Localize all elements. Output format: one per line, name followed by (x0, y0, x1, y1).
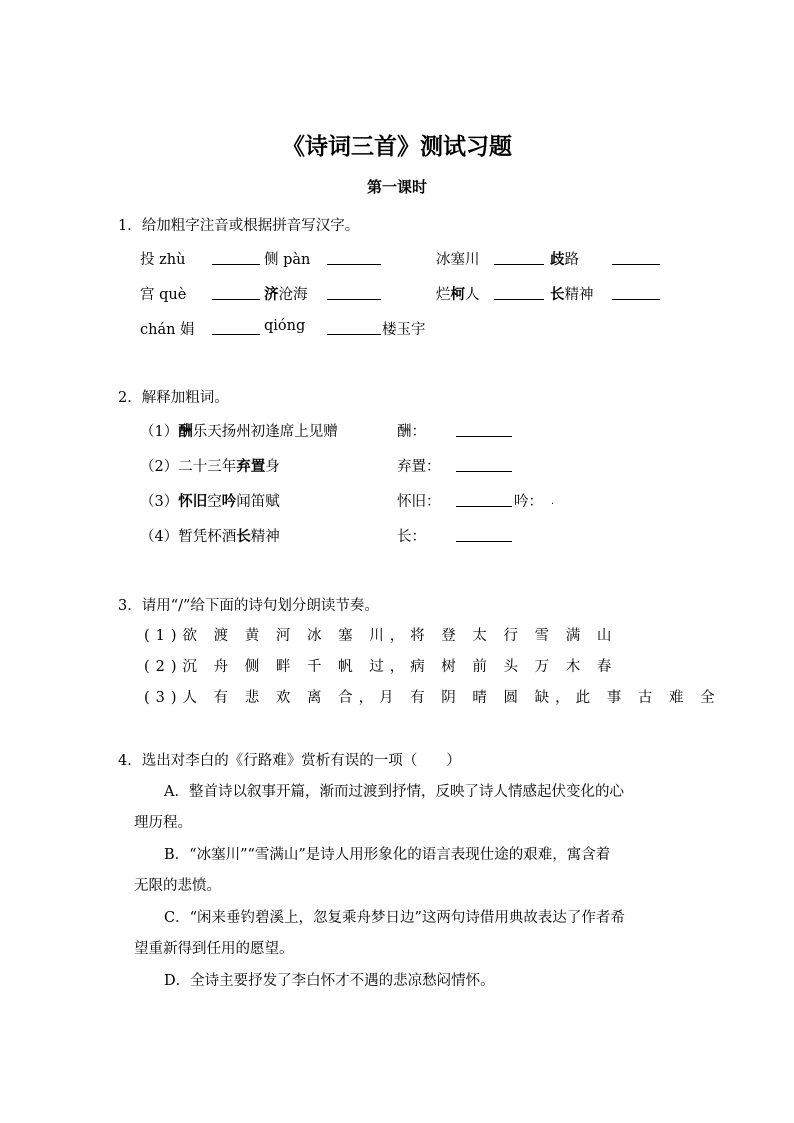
q1-item-zhu: 投 zhù (140, 252, 186, 268)
page-subtitle: 第一课时 (366, 178, 427, 196)
answer-blank[interactable] (212, 285, 260, 300)
answer-blank[interactable] (612, 250, 660, 265)
q1-item-changjingshen: 长精神 (550, 286, 594, 303)
q1-item-qilu: 歧路 (550, 251, 579, 268)
q2-label-3b: 吟： (514, 494, 543, 510)
q1-item-que: 宫 què (140, 287, 187, 303)
q1-item-lankeren: 烂柯人 (436, 286, 480, 303)
q1-item-qiong: qióng (264, 318, 306, 334)
q1-item-chanjuan: chán 娟 (140, 322, 195, 338)
q1-item-bingsaichuan: 冰塞川 (436, 252, 480, 268)
q2-row-1: （1）酬乐天扬州初逢席上见赠 (140, 423, 338, 440)
q4-option-a-line2: 理历程。 (134, 815, 192, 831)
q4-option-c-line2: 望重新得到任用的愿望。 (134, 941, 294, 957)
answer-blank[interactable] (494, 250, 544, 265)
q2-label-1: 酬： (397, 424, 426, 440)
q3-line-3: (3)人 有 悲 欢 离 合，月 有 阴 晴 圆 缺，此 事 古 难 全 (144, 690, 721, 706)
stray-dot: . (551, 496, 555, 507)
q2-label-2: 弃置： (397, 459, 441, 475)
answer-blank[interactable] (212, 250, 260, 265)
q1-prompt: 1．给加粗字注音或根据拼音写汉字。 (118, 218, 360, 234)
q2-row-2: （2）二十三年弃置身 (140, 458, 280, 475)
answer-blank[interactable] (612, 285, 660, 300)
q2-row-3: （3）怀旧空吟闻笛赋 (140, 493, 280, 510)
q2-label-3: 怀旧： (397, 494, 441, 510)
answer-blank[interactable] (456, 422, 512, 437)
answer-blank[interactable] (327, 250, 381, 265)
answer-blank[interactable] (456, 492, 512, 507)
q4-option-b-line2: 无限的悲愤。 (134, 878, 221, 894)
answer-blank[interactable] (494, 285, 544, 300)
answer-blank[interactable] (327, 285, 381, 300)
q3-line-1: (1)欲 渡 黄 河 冰 塞 川，将 登 太 行 雪 满 山 (144, 628, 618, 644)
q4-prompt: 4．选出对李白的《行路难》赏析有误的一项（ ） (118, 753, 461, 769)
answer-blank[interactable] (327, 320, 381, 335)
q4-option-b-line1: B．“冰塞川”“雪满山”是诗人用形象化的语言表现仕途的艰难，寓含着 (164, 847, 611, 863)
q1-item-jicanghai: 济沧海 (264, 286, 308, 303)
q4-option-a-line1: A．整首诗以叙事开篇，渐而过渡到抒情，反映了诗人情感起伏变化的心 (164, 784, 624, 800)
answer-blank[interactable] (212, 320, 260, 335)
q3-line-2: (2)沉 舟 侧 畔 千 帆 过，病 树 前 头 万 木 春 (144, 659, 618, 675)
q2-label-4: 长： (397, 529, 426, 545)
q4-option-d: D．全诗主要抒发了李白怀才不遇的悲凉愁闷情怀。 (164, 973, 495, 989)
q3-prompt: 3．请用“/”给下面的诗句划分朗读节奏。 (118, 598, 379, 614)
answer-blank[interactable] (456, 527, 512, 542)
q4-option-c-line1: C．“闲来垂钓碧溪上，忽复乘舟梦日边”这两句诗借用典故表达了作者希 (164, 910, 625, 926)
q2-prompt: 2．解释加粗词。 (118, 390, 229, 406)
q1-item-pan: 侧 pàn (264, 252, 311, 268)
answer-blank[interactable] (456, 457, 512, 472)
q1-item-louyuyu: 楼玉宇 (382, 322, 426, 338)
page-title: 《诗词三首》测试习题 (282, 133, 512, 160)
q2-row-4: （4）暂凭杯酒长精神 (140, 528, 280, 545)
